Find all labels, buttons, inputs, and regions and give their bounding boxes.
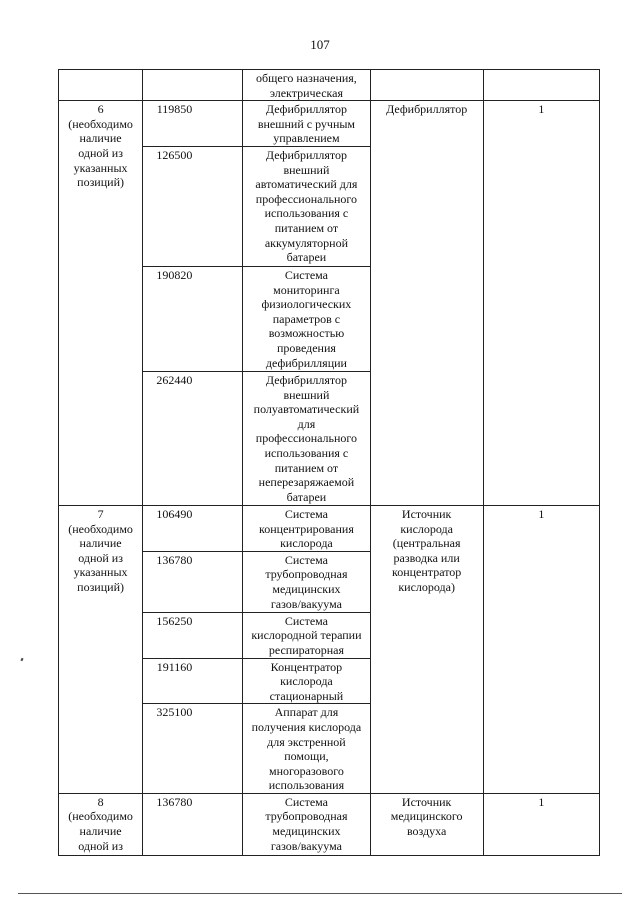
equipment-name-cell: Дефибриллятор внешний полуавтоматический для профессионального использования с питанием от неперезаряжаемой батареи (243, 371, 370, 505)
code-cell: 106490 (143, 505, 243, 551)
page-bottom-rule (18, 893, 622, 894)
code-cell: 191160 (143, 658, 243, 704)
equipment-name-cell: Дефибриллятор внешний автоматический для профессионального использования с питанием от аккумуляторной батареи (243, 146, 370, 266)
equipment-name-cell: Система трубопроводная медицинских газов/вакуума (243, 793, 370, 855)
function-cell: Дефибриллятор (370, 101, 483, 506)
equipment-name-cell: Система концентрирования кислорода (243, 505, 370, 551)
equipment-name-cell: Система мониторинга физиологических параметров с возможностью проведения дефибрилляции (243, 266, 370, 371)
quantity-cell: 1 (483, 793, 599, 855)
code-cell (143, 70, 243, 101)
equipment-name-cell: общего назначения, электрическая (243, 70, 370, 101)
table-row (59, 70, 600, 101)
code-cell: 325100 (143, 704, 243, 794)
equipment-name-cell: Аппарат для получения кислорода для экстренной помощи, многоразового использования (243, 704, 370, 794)
function-cell: Источник медицинского воздуха (370, 793, 483, 855)
equipment-name-cell: Система кислородной терапии респираторная (243, 612, 370, 658)
quantity-cell: 1 (483, 101, 599, 506)
group-cell: 8 (необходимо наличие одной из (59, 793, 143, 855)
equipment-name-cell: Дефибриллятор внешний с ручным управлением (243, 101, 370, 147)
code-cell: 136780 (143, 793, 243, 855)
equipment-table (58, 69, 600, 856)
page-number: 107 (310, 37, 330, 52)
code-cell: 126500 (143, 146, 243, 266)
table-row (59, 793, 600, 855)
code-cell: 156250 (143, 612, 243, 658)
code-cell: 190820 (143, 266, 243, 371)
equipment-name-cell: Концентратор кислорода стационарный (243, 658, 370, 704)
quantity-cell (483, 70, 599, 101)
function-cell (370, 70, 483, 101)
quantity-cell: 1 (483, 505, 599, 793)
group-cell: 6 (необходимо наличие одной из указанных позиций) (59, 101, 143, 506)
function-cell: Источник кислорода (центральная разводка или концентратор кислорода) (370, 505, 483, 793)
group-cell (59, 70, 143, 101)
table-row (59, 505, 600, 551)
table-row (59, 101, 600, 147)
scan-speck (20, 658, 23, 662)
group-cell: 7 (необходимо наличие одной из указанных позиций) (59, 505, 143, 793)
code-cell: 136780 (143, 551, 243, 612)
equipment-name-cell: Система трубопроводная медицинских газов/вакуума (243, 551, 370, 612)
code-cell: 262440 (143, 371, 243, 505)
code-cell: 119850 (143, 101, 243, 147)
